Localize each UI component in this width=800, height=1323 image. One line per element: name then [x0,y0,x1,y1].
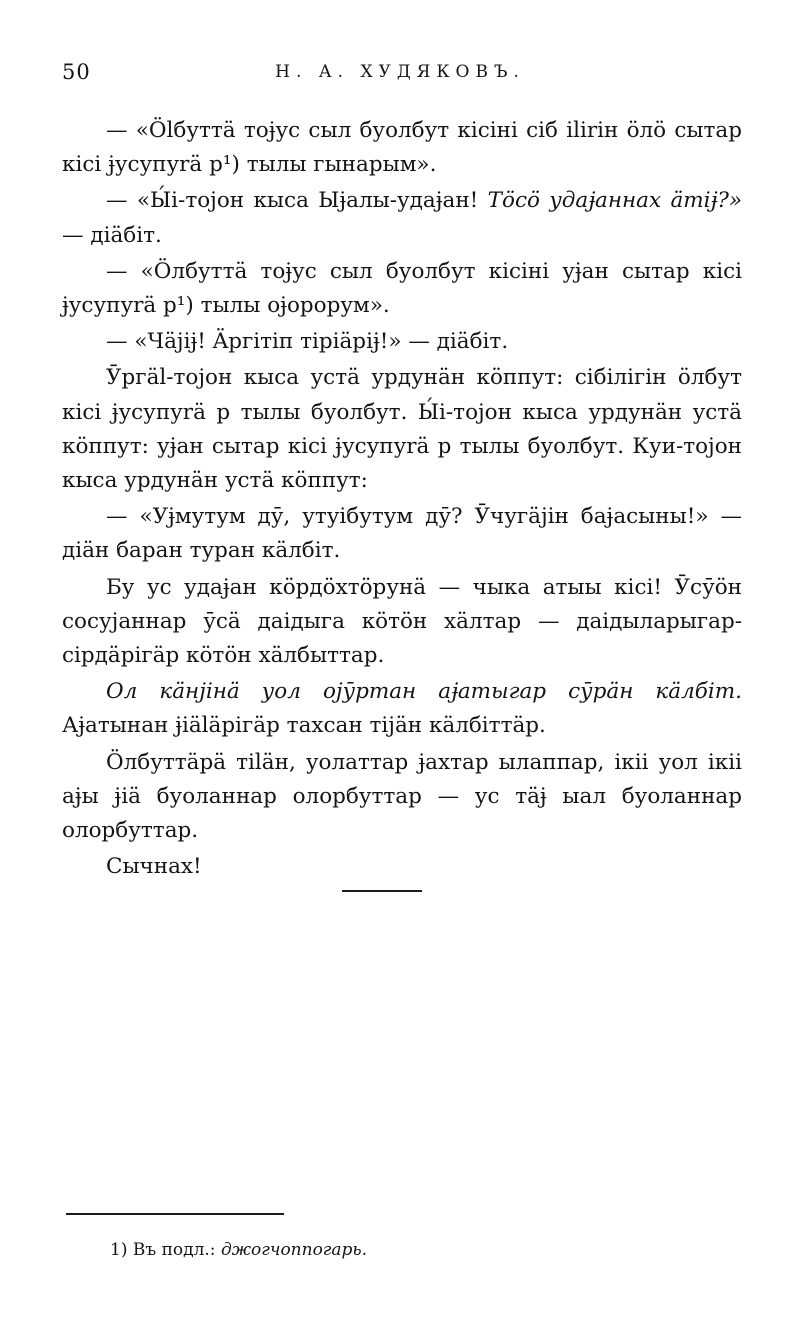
footnote [110,1240,367,1260]
page-number: 50 [62,60,91,84]
paragraph-text: Аɉатынан ɉiäläрiгäр тахсан тiјäн кäлбiттäр. [62,713,546,739]
paragraph [62,675,742,743]
page-header [62,60,738,90]
paragraph-italic-text: Тöсö удаɉаннах äтіɉ?» [487,188,742,214]
paragraph: — «Ölбуттä тоɉус сыл буолбут кісіні сіб ilіrін öлö сытар кісі ɉусупуrä p¹) тылы гынарым». [62,118,742,178]
paragraph-text: — «Ы́і-тојон кыса Ыɉалы-удаɉан! [106,188,488,214]
paragraph: Ӯргäl-тојон кыса устä урдунäн кöппут: сiбiлiгiн öлбут кісі ɉусупуrä p тылы буолбут. Ы́і-тојон кыса урдунäн устä кöппут: уɉан сытар кісі ɉусупуrä p тылы буолбут. Куи-тојон кыса урдунäн устä кöппут: [62,365,742,494]
footnote-marker: 1) Въ подл.: [110,1240,216,1260]
body-text [62,114,742,886]
paragraph: — «Öлбуттä тоɉус сыл буолбут кісіні уɉан сытар кісі ɉусупуrä p¹) тылы оɉорорум». [62,258,742,319]
paragraph: — «Уɉмутум дӯ, утуiбутум дӯ? Ӯчугäјiн баɉасыны!» — дiäн баран туран кäлбiт. [62,504,742,564]
section-end-rule [342,890,422,892]
footnote-term: джогчоппогарь. [220,1240,368,1260]
paragraph: Öлбуттäрä тiläн, уолаттар ɉахтар ылаппар, iкiі уол iкiі аɉы ɉiä буоланнар олорбуттар — ус тäɉ ыал буоланнар олорбуттар. [62,749,742,844]
closing-word: Сычнах! [106,854,202,880]
paragraph: — «Чäјіɉ! Äргітіп тіріäріɉ!» — дiäбiт. [106,329,509,355]
running-head: Н. А. ХУДЯКОВЪ. [275,62,525,82]
paragraph [62,184,742,252]
paragraph-text: — дiäбiт. [62,222,162,248]
paragraph-italic-text: Ол кäнјiнä уол ојӯртан аɉатыгар сӯрäн кäлбiт. [106,679,742,705]
footnote-rule [66,1213,284,1215]
paragraph: Бу ус удаɉан кöрдöхтöрунä — чыка атыы кісі! Ӯсӯöн сосујаннар ӯсä даiдыга кöтöн хäлтар — даiдыларыгар-сiрдäрiгäр кöтöн хäлбыттар. [62,574,742,669]
